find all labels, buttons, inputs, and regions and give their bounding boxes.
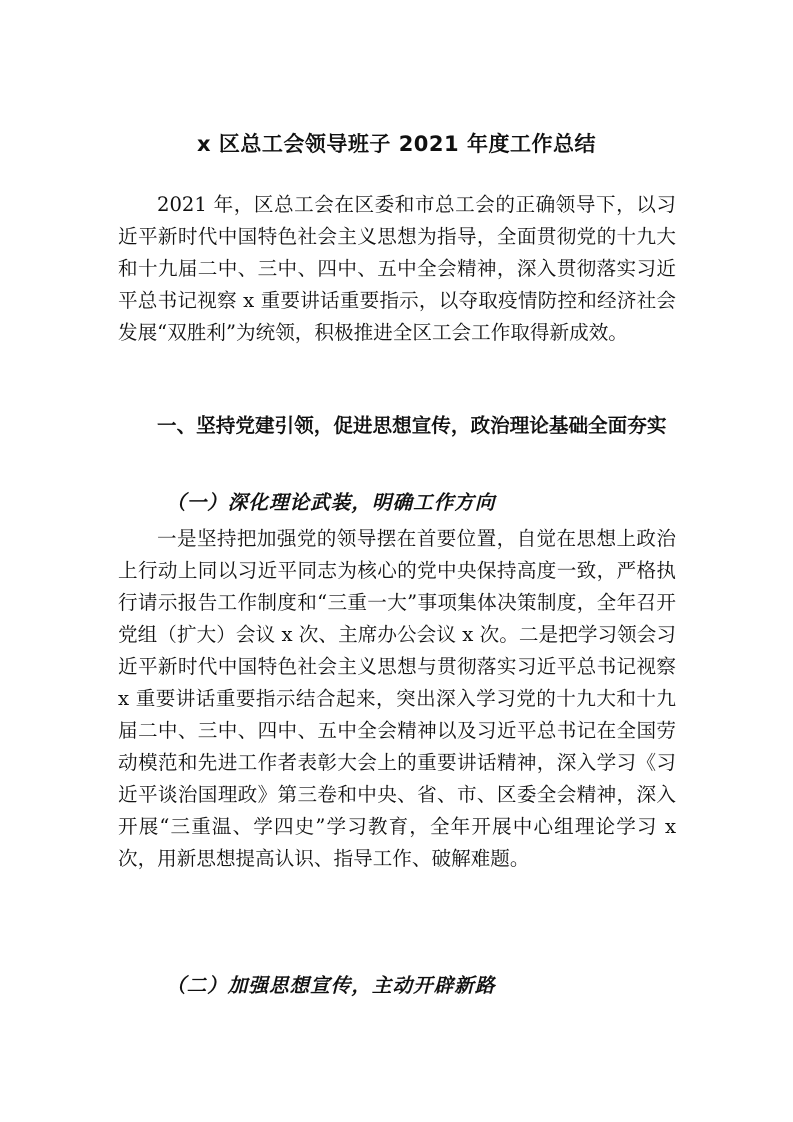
section-heading-1: 一、坚持党建引领，促进思想宣传，政治理论基础全面夯实 [157, 414, 667, 437]
document-title: x 区总工会领导班子 2021 年度工作总结 [197, 132, 596, 156]
subsection-1-paragraph: 一是坚持把加强党的领导摆在首要位置，自觉在思想上政治上行动上同以习近平同志为核心的党中央保持高度一致，严格执行请示报告工作制度和“三重一大”事项集体决策制度，全年召开党组（扩大）会议 x 次、主席办公会议 x 次。二是把学习领会习近平新时代中国特色社会主义思想与贯彻落实习近平总书记视察 x 重要讲话重要指示结合起来，突出深入学习党的十九大和十九届二中、三中、四中、五中全会精神以及习近平总书记在全国劳动模范和先进工作者表彰大会上的重要讲话精神，深入学习《习近平谈治国理政》第三卷和中央、省、市、区委全会精神，深入开展“三重温、学四史”学习教育，全年开展中心组理论学习 x 次，用新思想提高认识、指导工作、破解难题。 [118, 527, 676, 870]
intro-paragraph: 2021 年，区总工会在区委和市总工会的正确领导下，以习近平新时代中国特色社会主义思想为指导，全面贯彻党的十九大和十九届二中、三中、四中、五中全会精神，深入贯彻落实习近平总书记视察 x 重要讲话重要指示，以夺取疫情防控和经济社会发展“双胜利”为统领，积极推进全区工会工作取得新成效。 [118, 193, 676, 344]
subsection-heading-1: （一）深化理论武装，明确工作方向 [166, 491, 496, 514]
subsection-heading-2: （二）加强思想宣传，主动开辟新路 [166, 974, 496, 997]
